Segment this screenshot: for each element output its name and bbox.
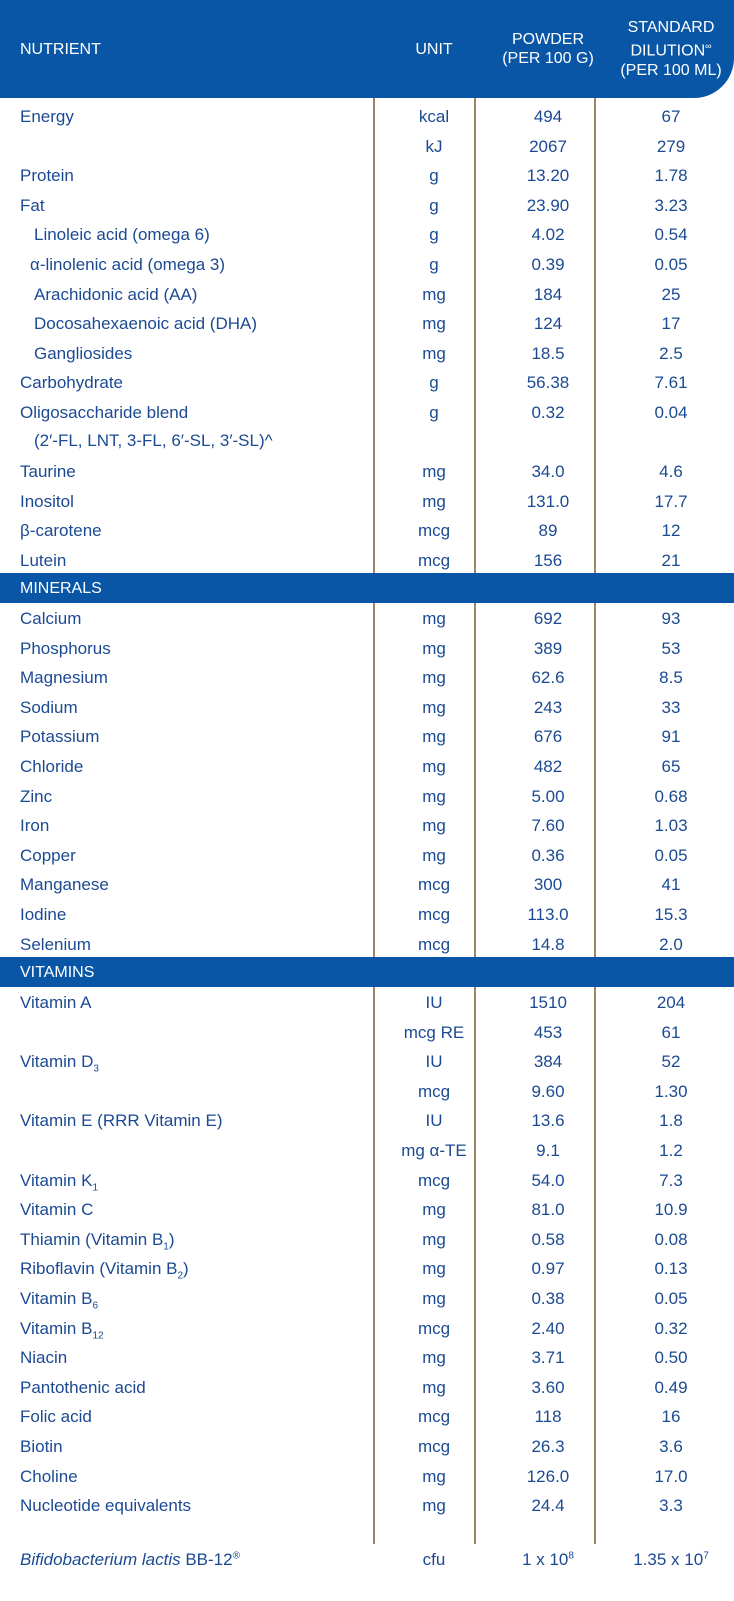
standard-cell: 8.5 (659, 668, 683, 688)
unit-cell: mg (422, 1289, 446, 1308)
nutrient-name: Carbohydrate (20, 373, 124, 393)
table-row (0, 720, 734, 750)
unit-cell: mg (422, 1229, 446, 1249)
nutrient-name: Copper (20, 845, 76, 865)
nutrient-name: Fat (20, 195, 45, 215)
table-row (0, 898, 734, 928)
standard-cell: 67 (661, 107, 681, 126)
nutrient-name: Choline (20, 1466, 78, 1486)
powder-cell: 1 x $10^8$ (522, 1550, 574, 1569)
table-row (0, 1134, 734, 1164)
powder-cell: 4.02 (531, 225, 565, 245)
powder-cell: 2067 (529, 136, 567, 156)
unit-cell: mg (422, 1259, 446, 1279)
table-row (0, 1430, 734, 1460)
powder-cell: 13.6 (531, 1111, 565, 1131)
table-row (0, 278, 734, 308)
header-standard-dilution: STANDARD DILUTION∞ (PER 100 ML) (620, 19, 722, 79)
nutrient-name: Linoleic acid (omega 6) (34, 225, 210, 245)
powder-cell: 24.4 (531, 1496, 565, 1516)
powder-cell: 118 (534, 1407, 562, 1427)
table-row (0, 809, 734, 839)
powder-cell: 184 (533, 284, 563, 304)
standard-cell: 12 (661, 521, 681, 541)
powder-cell: 389 (533, 638, 563, 658)
table-row (0, 750, 734, 780)
nutrient-name: Pantothenic acid (20, 1377, 146, 1397)
standard-cell: 25 (661, 284, 681, 304)
nutrient-name: Folic acid (20, 1407, 92, 1427)
standard-cell: 33 (661, 697, 681, 717)
oligosaccharide-continuation: (2′-FL, LNT, 3-FL, 6′-SL, 3′-SL)^ (34, 431, 273, 450)
standard-cell: 65 (661, 757, 681, 776)
nutrient-name: Oligosaccharide blend (20, 403, 189, 422)
powder-cell: 18.5 (531, 343, 565, 363)
standard-cell: 7.3 (659, 1170, 683, 1190)
table-row (0, 248, 734, 278)
unit-cell: mcg (417, 934, 451, 954)
table-row (0, 868, 734, 898)
powder-cell: 494 (533, 107, 563, 126)
standard-cell: 3.6 (659, 1437, 683, 1456)
powder-cell: 54.0 (531, 1170, 565, 1190)
section-minerals: MINERALS (0, 573, 734, 603)
unit-cell: mcg (417, 875, 451, 895)
table-row (0, 1371, 734, 1401)
powder-cell: 482 (533, 757, 563, 776)
table-row (0, 1489, 734, 1519)
standard-cell: 279 (656, 136, 686, 156)
nutrient-name: Zinc (20, 786, 53, 806)
standard-cell: 3.3 (659, 1496, 683, 1516)
nutrient-name: Bifidobacterium lactis BB-12® (20, 1550, 240, 1569)
table-row (0, 691, 734, 721)
standard-cell: 17.7 (654, 491, 688, 511)
standard-cell: 1.78 (654, 166, 688, 186)
standard-cell: 61 (661, 1022, 681, 1042)
unit-cell: mg (422, 609, 446, 628)
unit-cell: g (429, 403, 439, 422)
powder-cell: 156 (533, 551, 563, 570)
unit-cell: mg (422, 1496, 446, 1516)
table-row (0, 130, 734, 160)
standard-cell: 10.9 (654, 1200, 688, 1220)
standard-cell: 0.49 (654, 1377, 688, 1397)
unit-cell: mcg (417, 1170, 451, 1190)
nutrient-name: Vitamin $B_6$ (20, 1289, 99, 1312)
unit-cell: IU (425, 1111, 443, 1131)
powder-cell: 1510 (529, 993, 567, 1012)
table-row (0, 100, 734, 130)
table-row (0, 1312, 734, 1342)
standard-cell: 0.08 (654, 1229, 688, 1249)
nutrient-name: Thiamin (Vitamin $B_1$) (20, 1229, 175, 1253)
table-row (0, 366, 734, 396)
nutrient-name: Vitamin E (RRR Vitamin E) (20, 1111, 223, 1131)
powder-cell: 131.0 (526, 491, 570, 511)
unit-cell: mg (422, 343, 446, 363)
table-row (0, 986, 734, 1016)
powder-cell: 0.58 (531, 1229, 565, 1249)
standard-cell: 91 (661, 727, 681, 747)
unit-cell: kJ (425, 136, 443, 156)
unit-cell: mg (422, 284, 446, 304)
standard-cell: 21 (661, 551, 681, 570)
standard-cell: 1.35 x $10^7$ (633, 1550, 709, 1569)
nutrient-name: Chloride (20, 757, 84, 776)
table-row (0, 928, 734, 958)
table-row (0, 632, 734, 662)
header-powder: POWDER (PER 100 G) (502, 31, 594, 67)
unit-cell: kcal (418, 107, 450, 126)
powder-cell: 14.8 (531, 934, 565, 954)
table-row (0, 1282, 734, 1312)
powder-cell: 13.20 (526, 166, 570, 186)
table-row (0, 1164, 734, 1194)
standard-cell: 3.23 (654, 195, 688, 215)
powder-cell: 692 (533, 609, 563, 628)
nutrient-name: Niacin (20, 1348, 68, 1368)
nutrient-name: Protein (20, 166, 74, 186)
nutrient-name: Gangliosides (34, 343, 133, 363)
powder-cell: 384 (533, 1052, 563, 1072)
unit-cell: mg (422, 845, 446, 865)
nutrient-name: β-carotene (20, 521, 102, 541)
unit-cell: mg (422, 638, 446, 658)
unit-cell: g (429, 166, 439, 186)
unit-cell: mg (422, 786, 446, 806)
unit-cell: mg (422, 314, 446, 334)
table-header (0, 0, 734, 98)
powder-cell: 34.0 (531, 462, 565, 482)
table-row (0, 514, 734, 544)
unit-cell: mg (422, 816, 446, 836)
table-row (0, 1045, 734, 1075)
nutrient-name: Phosphorus (20, 638, 111, 658)
unit-cell: mg (422, 1348, 446, 1368)
unit-cell: IU (425, 1052, 443, 1072)
unit-cell: mg α-TE (401, 1141, 467, 1160)
table-row (0, 1193, 734, 1223)
unit-cell: mcg (417, 521, 451, 541)
table-row (0, 189, 734, 219)
nutrient-name: Taurine (20, 462, 76, 482)
table-row (0, 1075, 734, 1105)
standard-cell: 0.05 (654, 1289, 688, 1308)
unit-cell: mcg (417, 905, 451, 924)
powder-cell: 9.60 (531, 1081, 565, 1101)
unit-cell: mg (422, 668, 446, 688)
standard-cell: 204 (656, 993, 686, 1012)
nutrient-name: Potassium (20, 727, 100, 747)
powder-cell: 89 (538, 521, 558, 541)
unit-cell: g (429, 195, 439, 215)
nutrient-name: Riboflavin (Vitamin $B_2$) (20, 1259, 189, 1282)
standard-cell: 0.68 (654, 786, 688, 806)
table-row (0, 780, 734, 810)
unit-cell: mg (422, 1466, 446, 1486)
powder-cell: 62.6 (531, 668, 565, 688)
unit-cell: mg (422, 462, 446, 482)
unit-cell: mcg (417, 1081, 451, 1101)
table-row (0, 602, 734, 632)
nutrient-name: Calcium (20, 609, 82, 628)
powder-cell: 243 (533, 697, 563, 717)
powder-cell: 26.3 (531, 1437, 565, 1456)
nutrient-name: Sodium (20, 697, 78, 717)
powder-cell: 23.90 (526, 195, 570, 215)
unit-cell: mg (422, 1377, 446, 1397)
table-row (0, 1223, 734, 1253)
unit-cell: mcg (417, 1437, 451, 1456)
standard-cell: 7.61 (654, 373, 688, 393)
table-row (0, 1400, 734, 1430)
powder-cell: 124 (533, 314, 563, 334)
unit-cell: g (429, 255, 439, 274)
powder-cell: 676 (533, 727, 563, 747)
table-row (0, 337, 734, 367)
standard-cell: 0.05 (654, 845, 688, 865)
powder-cell: 56.38 (526, 373, 570, 393)
powder-cell: 2.40 (531, 1318, 565, 1338)
unit-cell: mg (422, 697, 446, 717)
unit-cell: IU (425, 993, 443, 1012)
nutrient-name: Vitamin A (20, 993, 92, 1012)
unit-cell: mg (422, 727, 446, 747)
standard-cell: 93 (661, 609, 681, 628)
table-row (0, 661, 734, 691)
powder-cell: 0.39 (531, 255, 565, 274)
unit-cell: g (429, 225, 439, 245)
nutrient-name: Iodine (20, 905, 67, 924)
table-row (0, 218, 734, 248)
standard-cell: 0.04 (654, 403, 688, 422)
standard-cell: 15.3 (654, 905, 688, 924)
standard-cell: 53 (661, 638, 681, 658)
nutrient-name: Lutein (20, 551, 67, 570)
table-row (0, 1252, 734, 1282)
unit-cell: mcg (417, 1318, 451, 1338)
nutrient-name: Magnesium (20, 668, 108, 688)
standard-cell: 0.54 (654, 225, 688, 245)
standard-cell: 1.03 (654, 816, 688, 836)
nutrient-name: Energy (20, 107, 74, 126)
table-row (0, 1016, 734, 1046)
table-row (0, 307, 734, 337)
table-row (0, 455, 734, 485)
unit-cell: g (429, 373, 439, 393)
unit-cell: mcg RE (403, 1022, 465, 1042)
powder-cell: 7.60 (531, 816, 565, 836)
nutrient-name: Nucleotide equivalents (20, 1496, 192, 1516)
powder-cell: 3.60 (531, 1377, 565, 1397)
nutrient-name: Vitamin $B_{12}$ (20, 1318, 104, 1341)
nutrient-name: Vitamin $D_3$ (20, 1052, 99, 1075)
nutrient-name: α-linolenic acid (omega 3) (30, 255, 226, 274)
powder-cell: 453 (533, 1022, 563, 1042)
unit-cell: mg (422, 1200, 446, 1220)
powder-cell: 5.00 (531, 786, 565, 806)
standard-cell: 52 (661, 1052, 681, 1072)
standard-cell: 2.5 (659, 343, 683, 363)
table-row (0, 159, 734, 189)
table-row (0, 1460, 734, 1490)
standard-cell: 16 (661, 1407, 681, 1427)
standard-cell: 0.13 (654, 1259, 688, 1279)
unit-cell: mg (422, 757, 446, 776)
powder-cell: 0.38 (531, 1289, 565, 1308)
table-row (0, 485, 734, 515)
standard-cell: 2.0 (659, 934, 683, 954)
powder-cell: 0.97 (531, 1259, 565, 1279)
nutrient-name: Biotin (20, 1437, 63, 1456)
standard-cell: 17 (661, 314, 681, 334)
standard-cell: 0.50 (654, 1348, 688, 1368)
standard-cell: 1.2 (659, 1141, 683, 1160)
powder-cell: 0.32 (531, 403, 565, 422)
powder-cell: 0.36 (531, 845, 565, 865)
unit-cell: mcg (417, 1407, 451, 1427)
table-row (0, 1543, 734, 1573)
nutrient-name: Iron (20, 816, 50, 836)
nutrient-name: Inositol (20, 491, 74, 511)
table-row (0, 839, 734, 869)
table-row (0, 396, 734, 426)
standard-cell: 0.05 (654, 255, 688, 274)
table-row (0, 544, 734, 574)
table-row (0, 1104, 734, 1134)
table-row (0, 1341, 734, 1371)
powder-cell: 81.0 (531, 1200, 565, 1220)
nutrient-name: Manganese (20, 875, 109, 895)
standard-cell: 41 (661, 875, 681, 895)
powder-cell: 126.0 (526, 1466, 570, 1486)
nutrient-name: Docosahexaenoic acid (DHA) (34, 314, 257, 334)
nutrient-name: Selenium (20, 934, 91, 954)
standard-cell: 17.0 (654, 1466, 688, 1486)
standard-cell: 0.32 (654, 1318, 688, 1338)
nutrient-name: Vitamin C (20, 1200, 94, 1220)
standard-cell: 1.30 (654, 1081, 688, 1101)
powder-cell: 3.71 (531, 1348, 565, 1368)
unit-cell: mg (422, 491, 446, 511)
powder-cell: 113.0 (527, 905, 569, 924)
unit-cell: cfu (422, 1550, 446, 1569)
header-nutrient: NUTRIENT (20, 40, 101, 58)
nutrient-name: Vitamin $K_1$ (20, 1170, 99, 1193)
unit-cell: mcg (417, 551, 451, 570)
standard-cell: 4.6 (659, 462, 683, 482)
standard-cell: 1.8 (659, 1111, 683, 1131)
powder-cell: 300 (533, 875, 563, 895)
nutrient-name: Arachidonic acid (AA) (34, 284, 198, 304)
section-vitamins: VITAMINS (0, 957, 734, 987)
powder-cell: 9.1 (536, 1141, 560, 1160)
header-unit: UNIT (415, 40, 453, 58)
